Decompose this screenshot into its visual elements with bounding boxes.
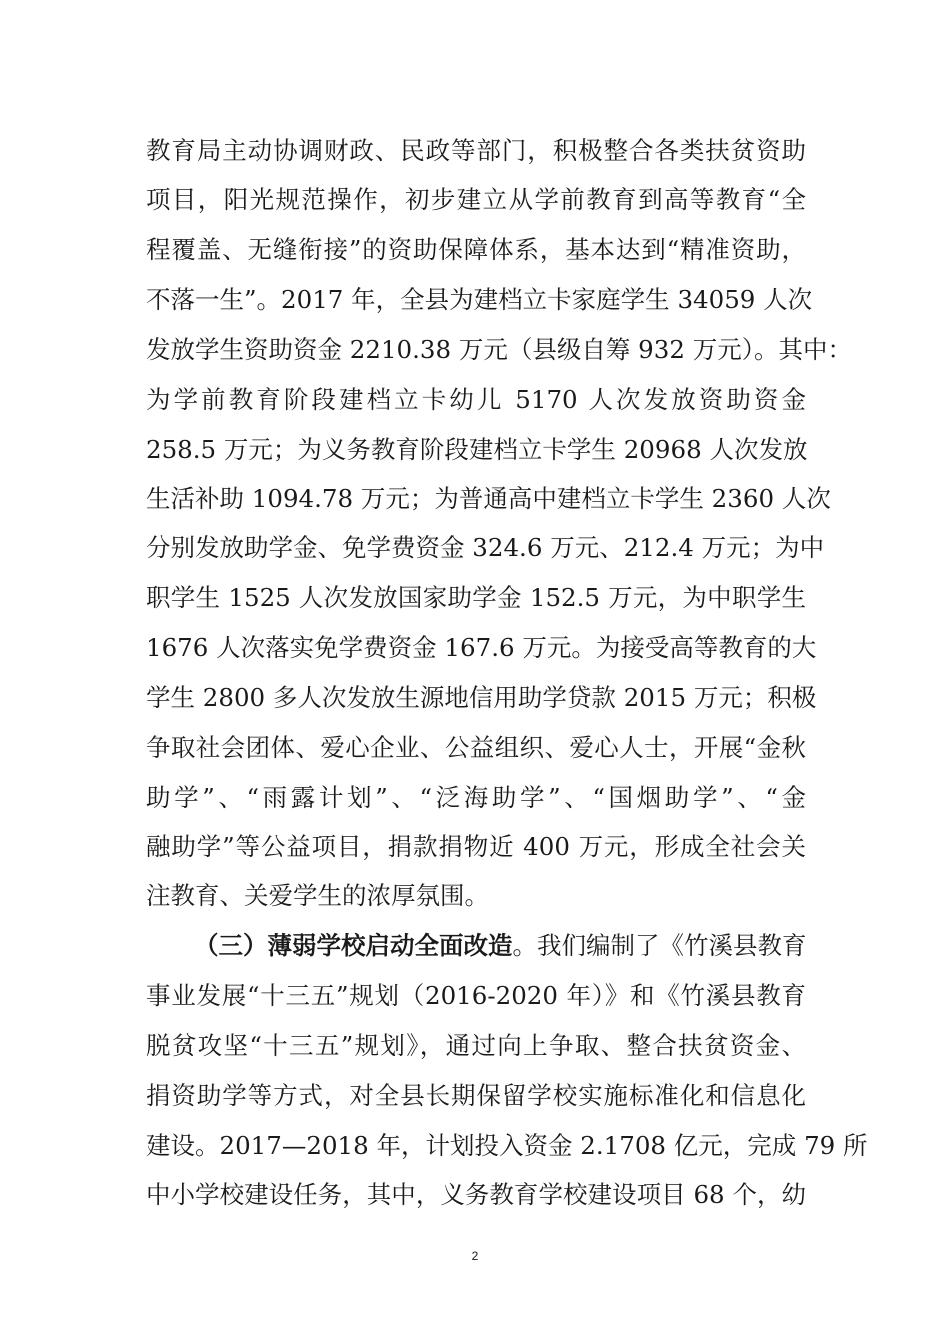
page-number: 2: [471, 1249, 479, 1263]
text-line: 分别发放助学金、免学费资金 324.6 万元、212.4 万元；为中: [146, 533, 825, 562]
text-line: 教育局主动协调财政、民政等部门，积极整合各类扶贫资助: [146, 136, 806, 165]
text-line: 项目，阳光规范操作，初步建立从学前教育到高等教育“全: [146, 185, 806, 214]
text-line: 融助学”等公益项目，捐款捐物近 400 万元，形成全社会关: [146, 832, 806, 861]
text-line: 脱贫攻坚“十三五”规划》，通过向上争取、整合扶贫资金、: [146, 1031, 806, 1060]
text-line: 为学前教育阶段建档立卡幼儿 5170 人次发放资助资金: [146, 385, 806, 414]
text-line: 争取社会团体、爱心企业、公益组织、爱心人士，开展“金秋: [146, 733, 806, 762]
text-line: 生活补助 1094.78 万元；为普通高中建档立卡学生 2360 人次: [146, 484, 831, 513]
text-line: 程覆盖、无缝衔接”的资助保障体系，基本达到“精准资助，: [146, 235, 806, 264]
text-line: 1676 人次落实免学费资金 167.6 万元。为接受高等教育的大: [146, 633, 817, 662]
text-line: 中小学校建设任务，其中，义务教育学校建设项目 68 个，幼: [146, 1180, 806, 1209]
text-line: 258.5 万元；为义务教育阶段建档立卡学生 20968 人次发放: [146, 435, 808, 464]
text-line: 助学”、“雨露计划”、“泛海助学”、“国烟助学”、“金: [146, 783, 806, 812]
text-line: 捐资助学等方式，对全县长期保留学校实施标准化和信息化: [146, 1081, 806, 1110]
text-line: 事业发展“十三五”规划（2016-2020 年）》和《竹溪县教育: [146, 981, 806, 1010]
section-heading: （三）薄弱学校启动全面改造: [194, 931, 513, 960]
text-line: 建设。2017—2018 年，计划投入资金 2.1708 亿元，完成 79 所: [146, 1131, 868, 1160]
text-line: 职学生 1525 人次发放国家助学金 152.5 万元，为中职学生: [146, 583, 806, 612]
text-line: 发放学生资助资金 2210.38 万元（县级自筹 932 万元）。其中：: [146, 335, 852, 364]
text-line: 不落一生”。2017 年，全县为建档立卡家庭学生 34059 人次: [146, 285, 813, 314]
text-line: 学生 2800 多人次发放生源地信用助学贷款 2015 万元；积极: [146, 683, 817, 712]
heading-continuation: 。我们编制了《竹溪县教育: [512, 931, 807, 960]
text-line: 注教育、关爱学生的浓厚氛围。: [146, 881, 489, 910]
text-line: [194, 931, 806, 961]
